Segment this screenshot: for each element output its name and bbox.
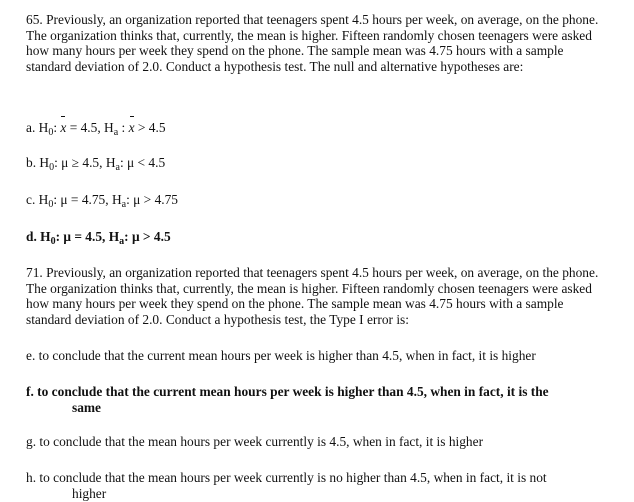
option-e <box>26 348 616 364</box>
option-letter: f. <box>26 384 34 399</box>
option-letter: d. <box>26 229 37 244</box>
question-number: 71. <box>26 265 43 280</box>
x-bar-symbol: x <box>128 120 135 135</box>
option-text-continued: same <box>72 399 102 415</box>
option-letter: c. <box>26 192 36 207</box>
option-f <box>26 384 616 415</box>
option-letter: g. <box>26 434 37 449</box>
option-text: to conclude that the current mean hours per week is higher than 4.5, when in fact, it is the <box>37 384 549 399</box>
option-d: d. $H_0$: μ = 4.5, $H_a$: μ > 4.5 <box>26 229 171 247</box>
question-71-text <box>26 265 610 327</box>
option-letter: e. <box>26 348 36 363</box>
option-a: a. $H_0$: x = 4.5, $H_a$ : x > 4.5 <box>26 120 166 138</box>
option-h <box>26 470 616 501</box>
option-text: to conclude that the mean hours per week currently is no higher than 4.5, when in fact, it is not <box>39 470 547 485</box>
question-65-text <box>26 12 610 74</box>
option-letter: b. <box>26 155 37 170</box>
question-number: 65. <box>26 12 43 27</box>
x-bar-symbol: x <box>60 120 67 135</box>
option-g <box>26 434 616 450</box>
option-text-continued: higher <box>72 485 107 501</box>
option-letter: a. <box>26 120 36 135</box>
question-body: Previously, an organization reported that teenagers spent 4.5 hours per week, on average, on the phone. The organization thinks that, currently, the mean is higher. Fifteen randomly chosen teenagers were asked how many hours per week they spend on the phone. The sample mean was 4.75 hours with a sample standard deviation of 2.0. Conduct a hypothesis test. The null and alternative hypotheses are: <box>26 12 599 74</box>
option-text: to conclude that the mean hours per week currently is 4.5, when in fact, it is higher <box>39 434 484 449</box>
option-b: b. $H_0$: μ ≥ 4.5, $H_a$: μ < 4.5 <box>26 155 166 173</box>
question-body: Previously, an organization reported that teenagers spent 4.5 hours per week, on average, on the phone. The organization thinks that, currently, the mean is higher. Fifteen randomly chosen teenagers were asked how many hours per week they spend on the phone. The sample mean was 4.75 hours with a sample standard deviation of 2.0. Conduct a hypothesis test, the Type I error is: <box>26 265 599 327</box>
option-text: to conclude that the current mean hours per week is higher than 4.5, when in fact, it is higher <box>38 348 536 363</box>
question-71 <box>26 265 610 327</box>
option-c: c. $H_0$: μ = 4.75, $H_a$: μ > 4.75 <box>26 192 179 210</box>
option-letter: h. <box>26 470 37 485</box>
question-65 <box>26 12 610 74</box>
